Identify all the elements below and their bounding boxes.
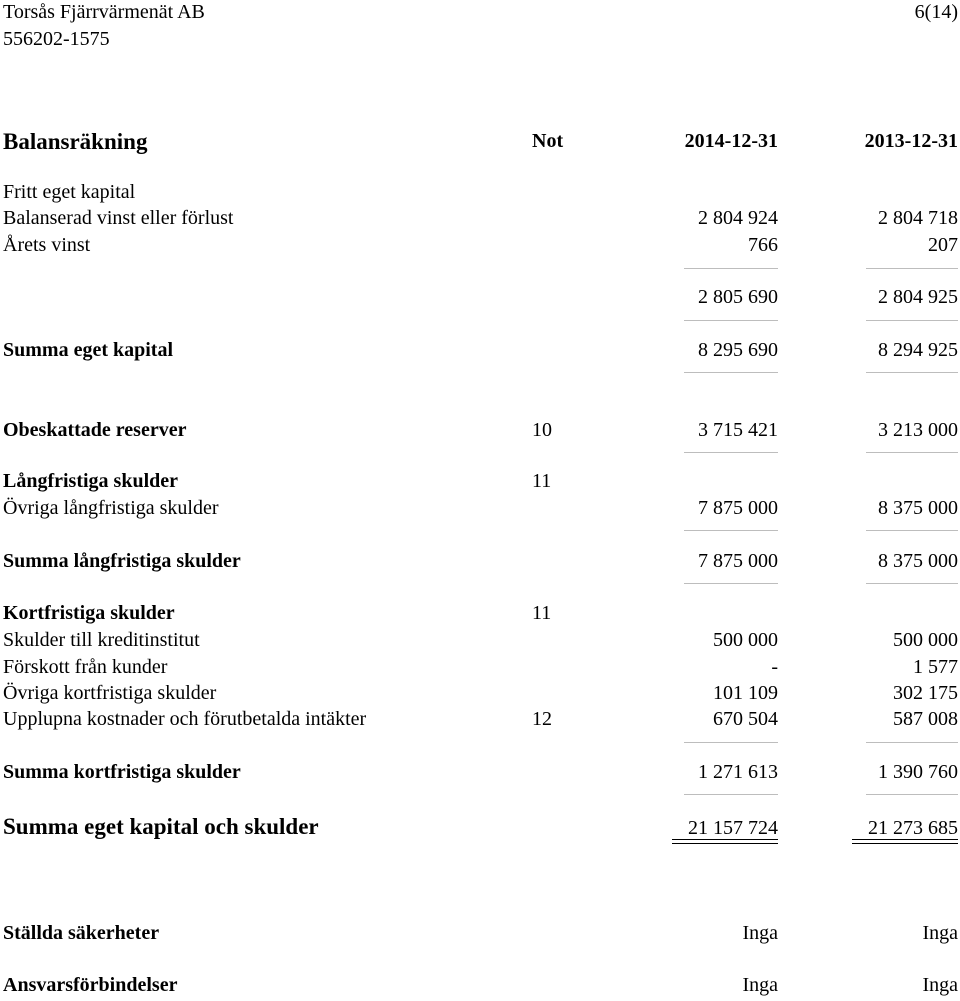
rule-divider	[866, 372, 958, 373]
value-ovriga-langfristiga-2013: 8 375 000	[878, 497, 958, 519]
note-upplupna: 12	[532, 708, 552, 730]
note-column-header: Not	[532, 130, 564, 152]
value-ansvar-2013: Inga	[922, 974, 958, 996]
rule-divider	[684, 452, 778, 453]
row-label-ovriga-kortfristiga: Övriga kortfristiga skulder	[3, 682, 217, 704]
section-label-kortfristiga: Kortfristiga skulder	[3, 602, 175, 624]
value-ovriga-langfristiga-2014: 7 875 000	[698, 497, 778, 519]
rule-divider	[866, 530, 958, 531]
value-ansvar-2014: Inga	[742, 974, 778, 996]
row-label-summa-eget-kapital: Summa eget kapital	[3, 339, 173, 361]
value-forskott-2014: -	[771, 656, 778, 678]
double-underline	[852, 839, 958, 844]
rule-divider	[684, 794, 778, 795]
value-upplupna-2014: 670 504	[713, 708, 778, 730]
row-label-total: Summa eget kapital och skulder	[3, 814, 319, 839]
value-kreditinstitut-2014: 500 000	[713, 629, 778, 651]
rule-divider	[866, 320, 958, 321]
value-balanserad-2014: 2 804 924	[698, 207, 778, 229]
value-subtotal-fritt-2014: 2 805 690	[698, 286, 778, 308]
rule-divider	[866, 583, 958, 584]
column-header-2014: 2014-12-31	[684, 130, 778, 152]
row-label-balanserad: Balanserad vinst eller förlust	[3, 207, 234, 229]
value-summa-langfristiga-2014: 7 875 000	[698, 550, 778, 572]
company-name: Torsås Fjärrvärmenät AB	[3, 1, 205, 23]
value-summa-kortfristiga-2014: 1 271 613	[698, 761, 778, 783]
value-arets-vinst-2014: 766	[748, 234, 778, 256]
value-total-2014: 21 157 724	[688, 817, 778, 839]
rule-divider	[684, 530, 778, 531]
rule-divider	[684, 583, 778, 584]
value-stallda-2013: Inga	[922, 922, 958, 944]
value-ovriga-kortfristiga-2013: 302 175	[893, 682, 958, 704]
row-label-summa-kortfristiga: Summa kortfristiga skulder	[3, 761, 241, 783]
row-label-ovriga-langfristiga: Övriga långfristiga skulder	[3, 497, 219, 519]
value-upplupna-2013: 587 008	[893, 708, 958, 730]
note-obeskattade: 10	[532, 419, 552, 441]
value-summa-langfristiga-2013: 8 375 000	[878, 550, 958, 572]
value-total-2013: 21 273 685	[868, 817, 958, 839]
value-summa-kortfristiga-2013: 1 390 760	[878, 761, 958, 783]
row-label-stallda-sakerheter: Ställda säkerheter	[3, 922, 160, 944]
value-forskott-2013: 1 577	[913, 656, 958, 678]
section-label-langfristiga: Långfristiga skulder	[3, 470, 179, 492]
value-summa-eget-kapital-2014: 8 295 690	[698, 339, 778, 361]
value-subtotal-fritt-2013: 2 804 925	[878, 286, 958, 308]
row-label-forskott: Förskott från kunder	[3, 656, 168, 678]
row-label-obeskattade: Obeskattade reserver	[3, 419, 187, 441]
value-arets-vinst-2013: 207	[928, 234, 958, 256]
rule-divider	[684, 268, 778, 269]
value-balanserad-2013: 2 804 718	[878, 207, 958, 229]
row-label-summa-langfristiga: Summa långfristiga skulder	[3, 550, 241, 572]
value-ovriga-kortfristiga-2014: 101 109	[713, 682, 778, 704]
rule-divider	[866, 742, 958, 743]
note-kortfristiga: 11	[532, 602, 552, 624]
page-title: Balansräkning	[3, 129, 148, 154]
row-label-ansvarsforbindelser: Ansvarsförbindelser	[3, 974, 178, 996]
rule-divider	[866, 794, 958, 795]
double-underline	[672, 839, 778, 844]
value-obeskattade-2013: 3 213 000	[878, 419, 958, 441]
page-number: 6(14)	[914, 1, 958, 23]
section-label-fritt-eget-kapital: Fritt eget kapital	[3, 181, 136, 203]
rule-divider	[866, 452, 958, 453]
column-header-2013: 2013-12-31	[864, 130, 958, 152]
rule-divider	[684, 742, 778, 743]
row-label-kreditinstitut: Skulder till kreditinstitut	[3, 629, 200, 651]
value-obeskattade-2014: 3 715 421	[698, 419, 778, 441]
note-langfristiga: 11	[532, 470, 552, 492]
rule-divider	[866, 268, 958, 269]
value-kreditinstitut-2013: 500 000	[893, 629, 958, 651]
row-label-arets-vinst: Årets vinst	[3, 234, 91, 256]
rule-divider	[684, 320, 778, 321]
value-stallda-2014: Inga	[742, 922, 778, 944]
row-label-upplupna: Upplupna kostnader och förutbetalda intäkter	[3, 708, 367, 730]
value-summa-eget-kapital-2013: 8 294 925	[878, 339, 958, 361]
rule-divider	[684, 372, 778, 373]
org-number: 556202-1575	[3, 28, 110, 50]
